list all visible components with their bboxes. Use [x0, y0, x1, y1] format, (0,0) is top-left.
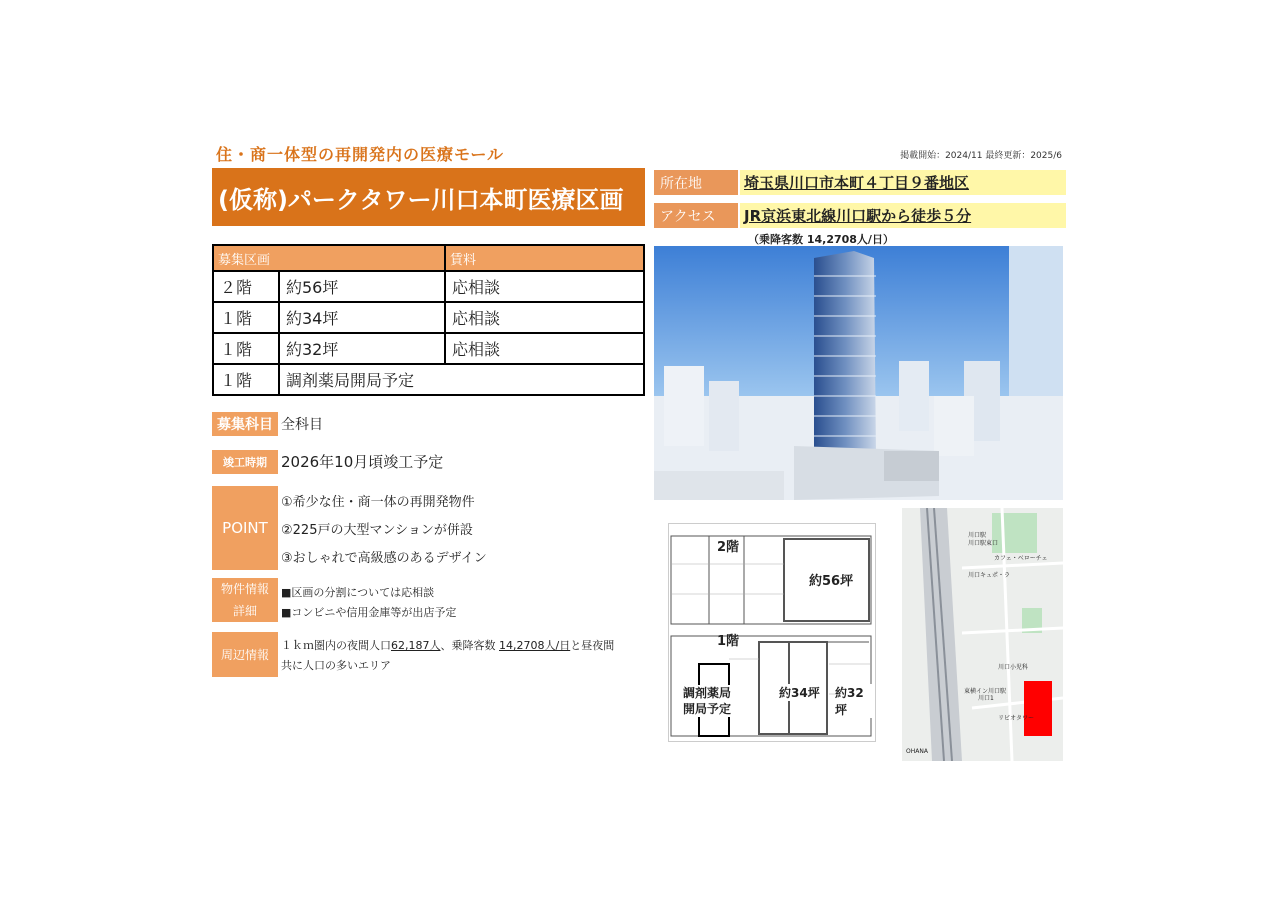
property-label-line1: 物件情報	[220, 582, 269, 596]
map-label: 川口キュポ・ラ	[968, 572, 1011, 579]
rent-cell: 応相談	[445, 333, 644, 364]
map-label: 川口小児科	[998, 664, 1029, 671]
location-map	[902, 508, 1063, 761]
subjects-value: 全科目	[281, 417, 323, 433]
area-text: と昼夜間	[570, 639, 615, 652]
area-text: 共に人口の多いエリア	[281, 659, 391, 672]
location-value: 埼玉県川口市本町４丁目９番地区	[740, 170, 1066, 195]
area-cell: 約32坪	[279, 333, 445, 364]
property-item: ■区画の分割については応相談	[281, 586, 435, 599]
floor-plan	[668, 523, 876, 742]
area-cell: 調剤薬局開局予定	[279, 364, 644, 395]
point-label: POINT	[212, 486, 278, 570]
location-label: 所在地	[654, 170, 738, 195]
area-text: 、乗降客数	[440, 639, 499, 652]
area-cell: 約34坪	[279, 302, 445, 333]
area-info-text	[281, 636, 646, 676]
access-label: アクセス	[654, 203, 738, 228]
floor-cell: ２階	[213, 271, 279, 302]
area-population: 62,187人	[391, 639, 441, 652]
table-row	[213, 364, 644, 395]
table-row	[213, 333, 644, 364]
area-info-label: 周辺情報	[212, 632, 278, 677]
floor1-label: 1階	[717, 634, 740, 649]
table-header	[213, 245, 644, 271]
pharmacy-line: 調剤薬局	[683, 686, 732, 700]
map-label: カフェ・ベローチェ	[994, 555, 1048, 562]
floor2-label: 2階	[717, 540, 740, 555]
point-item: ①希少な住・商一体の再開発物件	[281, 495, 475, 510]
property-label-line2: 詳細	[232, 604, 257, 618]
completion-label: 竣工時期	[212, 450, 278, 474]
map-label: OHANA	[906, 748, 928, 755]
pharmacy-line: 開局予定	[683, 702, 732, 716]
unit-34-label: 約34坪	[779, 686, 820, 700]
floor2-area: 約56坪	[809, 574, 854, 589]
building-photo	[654, 246, 1063, 500]
point-item: ③おしゃれで高級感のあるデザイン	[281, 551, 487, 566]
pharmacy-label	[683, 685, 731, 717]
point-item: ②225戸の大型マンションが併設	[281, 523, 473, 538]
floor-cell: １階	[213, 333, 279, 364]
page-title: (仮称)パークタワー川口本町医療区画	[212, 168, 645, 226]
area-text: １ｋｍ圏内の夜間人口	[281, 639, 391, 652]
map-label: 川口駅	[968, 532, 987, 539]
rent-cell: 応相談	[445, 302, 644, 333]
map-label: 東横イン川口駅	[964, 688, 1007, 695]
completion-value: 2026年10月頃竣工予定	[281, 453, 444, 471]
page-subtitle: 住・商一体型の再開発内の医療モール	[216, 145, 505, 164]
floor-cell: １階	[213, 302, 279, 333]
property-item: ■コンビニや信用金庫等が出店予定	[281, 606, 457, 619]
area-riders: 14,2708人/日	[499, 639, 571, 652]
units-table	[212, 244, 645, 396]
area-cell: 約56坪	[279, 271, 445, 302]
access-note: （乗降客数 14,2708人/日）	[748, 233, 894, 246]
table-row	[213, 302, 644, 333]
rent-cell: 応相談	[445, 271, 644, 302]
subjects-label: 募集科目	[212, 412, 278, 436]
unit-32-label: 約32坪	[835, 684, 875, 718]
floor-cell: １階	[213, 364, 279, 395]
header-section: 募集区画	[213, 245, 445, 271]
access-value: JR京浜東北線川口駅から徒歩５分	[740, 203, 1066, 228]
property-label	[212, 578, 278, 622]
map-label: 川口駅東口	[968, 540, 999, 547]
map-label: リビオタワー	[998, 715, 1035, 722]
table-row	[213, 271, 644, 302]
map-label: 川口1	[978, 695, 994, 702]
header-rent: 賃料	[445, 245, 644, 271]
publish-dates: 掲載開始：2024/11 最終更新：2025/6	[900, 151, 1062, 161]
